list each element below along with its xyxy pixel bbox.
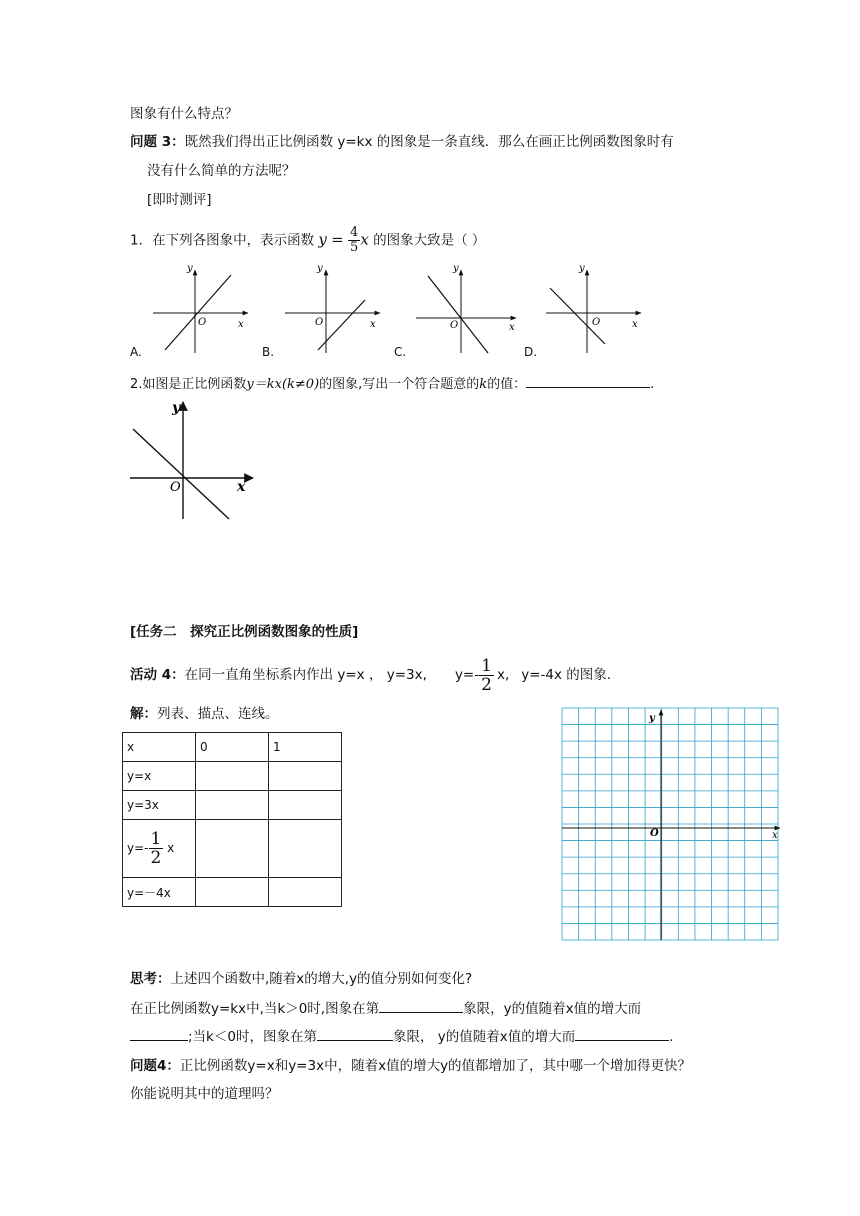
think-line-3 [130,1027,674,1046]
exercise-2-mid: 的图象,写出一个符合题意的 [319,377,480,392]
think-line-2a: 在正比例函数y=kx中,当k＞0时,图象在第 [130,1001,380,1017]
think-blank-2[interactable] [130,1027,188,1041]
exercise-2-suffix: 的值： [487,377,527,392]
option-c-label: C. [394,345,407,359]
option-b-y-label: y [317,263,323,274]
option-a-origin: O [198,317,207,328]
activity-4-text: 在同一直角坐标系内作出 y=x ， y=3x, [184,667,427,683]
exercise-2-function: y＝kx(k≠0) [246,377,320,392]
question-3-text-1: 既然我们得出正比例函数 y=kx 的图象是一条直线．那么在画正比例函数图象时有 [184,134,674,150]
option-a-x-label: x [238,319,244,330]
think-text: 上述四个函数中,随着x的增大,y的值分别如何变化? [170,971,473,987]
option-b-graph [285,263,380,353]
grid-lines [562,708,778,940]
table-header-row [123,733,342,762]
exercise-1-frac-den: 5 [350,240,359,255]
exercise-2-end: . [650,377,655,392]
activity-4-third-prefix: y=- [454,667,480,683]
activity-4-frac-den: 2 [481,674,492,695]
exercise-2-stem [130,374,654,394]
activity-4-frac-num: 1 [481,655,492,676]
think-label: 思考： [130,971,171,987]
option-b-label: B. [262,345,275,359]
table-row-label-prefix: y=- [127,841,149,855]
exercise-1-fn-y: y [318,230,327,249]
option-d-y-label: y [579,263,585,274]
coordinate-grid[interactable] [560,704,785,944]
option-c-y-label: y [453,263,459,274]
table-cell[interactable] [269,762,342,791]
exercise-1-prefix: 1．在下列各图象中，表示函数 [130,232,315,249]
option-b-origin: O [315,317,324,328]
activity-4-label: 活动 4： [130,667,185,683]
table-row-label: y=－4x [123,878,196,907]
table-cell[interactable] [196,791,269,820]
think-line-2b: 象限，y的值随着x值的增大而 [463,1001,642,1017]
option-a-graph [153,263,248,353]
option-c-x-label: x [509,322,515,333]
table-header-x: x [123,733,196,762]
exercise-2-answer-blank[interactable] [526,374,650,388]
table-row-fraction [149,830,164,867]
option-d-line [550,288,605,344]
exercise-2-line [133,429,229,519]
exercise-1-fn-x: x [360,230,369,249]
option-a-label: A. [130,345,142,359]
table-row [123,791,342,820]
exercise-2-k: k [479,377,488,392]
table-cell[interactable] [269,791,342,820]
exercise-2-origin: O [170,480,181,495]
think-line-3c: . [669,1029,674,1045]
table-cell[interactable] [269,878,342,907]
table-row-label: y=3x [123,791,196,820]
exercise-1-stem [130,226,485,255]
exercise-2-y-label: y [172,400,181,416]
table-row-label: y=x [123,762,196,791]
value-table [122,732,342,907]
option-b-x-label: x [370,319,376,330]
think-line [130,970,472,988]
activity-4-fraction [479,657,494,694]
exercise-1-option-graphs [128,258,728,358]
quick-test-heading: [即时测评] [147,192,212,208]
grid-x-label: x [772,830,778,841]
exercise-2-graph [125,395,260,523]
table-cell[interactable] [269,820,342,878]
table-row-label [123,820,196,878]
option-d-label: D. [524,345,538,359]
solution-line [130,705,279,723]
table-row [123,762,342,791]
table-row-frac-den: 2 [150,848,162,868]
table-row-frac-num: 1 [150,829,162,849]
question-4-text-1: 正比例函数y=x和y=3x中，随着x值的增大y的值都增加了，其中哪一个增加得更快？ [179,1058,692,1074]
exercise-2-x-label: x [237,479,246,495]
think-line-3b: 象限， y的值随着x值的增大而 [392,1029,576,1045]
question-4-line-2: 你能说明其中的道理吗？ [130,1086,279,1102]
exercise-2-prefix: 2.如图是正比例函数 [130,377,247,392]
think-line-2 [130,999,641,1018]
grid-y-label: y [649,713,655,724]
question-4-line-1 [130,1057,691,1075]
option-c-line [428,276,488,353]
think-line-3a: ;当k＜0时，图象在第 [188,1029,317,1045]
option-c-graph [416,263,516,353]
task-2-title: [任务二 探究正比例函数图象的性质] [130,624,359,640]
activity-4-line [130,656,611,694]
table-row [123,878,342,907]
option-d-origin: O [592,317,601,328]
table-cell[interactable] [196,820,269,878]
question-3-label: 问题 3： [130,134,185,150]
table-row-label-suffix: x [167,841,175,855]
activity-4-fourth: y=-4x 的图象. [521,667,612,683]
option-b-line [318,300,365,350]
option-a-y-label: y [187,263,193,274]
exercise-1-suffix: 的图象大致是（ ） [373,232,486,249]
think-blank-3[interactable] [317,1027,393,1041]
table-cell[interactable] [196,762,269,791]
exercise-1-fraction [348,226,360,255]
question-3-line-2: 没有什么简单的方法呢？ [147,163,296,179]
exercise-1-frac-num: 4 [350,225,359,240]
question-4-label: 问题4： [130,1058,180,1074]
option-d-x-label: x [632,319,638,330]
activity-4-third-suffix: x, [496,667,510,683]
intro-line: 图象有什么特点？ [130,106,238,122]
table-cell[interactable] [196,878,269,907]
question-3-line-1 [130,133,674,151]
table-header-0: 0 [196,733,269,762]
table-row [123,820,342,878]
think-blank-4[interactable] [575,1027,669,1041]
solution-label: 解： [130,706,157,722]
grid-origin: O [650,828,659,839]
table-header-1: 1 [269,733,342,762]
option-d-graph [546,263,641,353]
solution-text: 列表、描点、连线。 [157,706,279,722]
option-c-origin: O [450,320,459,331]
exercise-1-fn-eq: = [331,230,344,249]
think-blank-1[interactable] [379,999,463,1013]
